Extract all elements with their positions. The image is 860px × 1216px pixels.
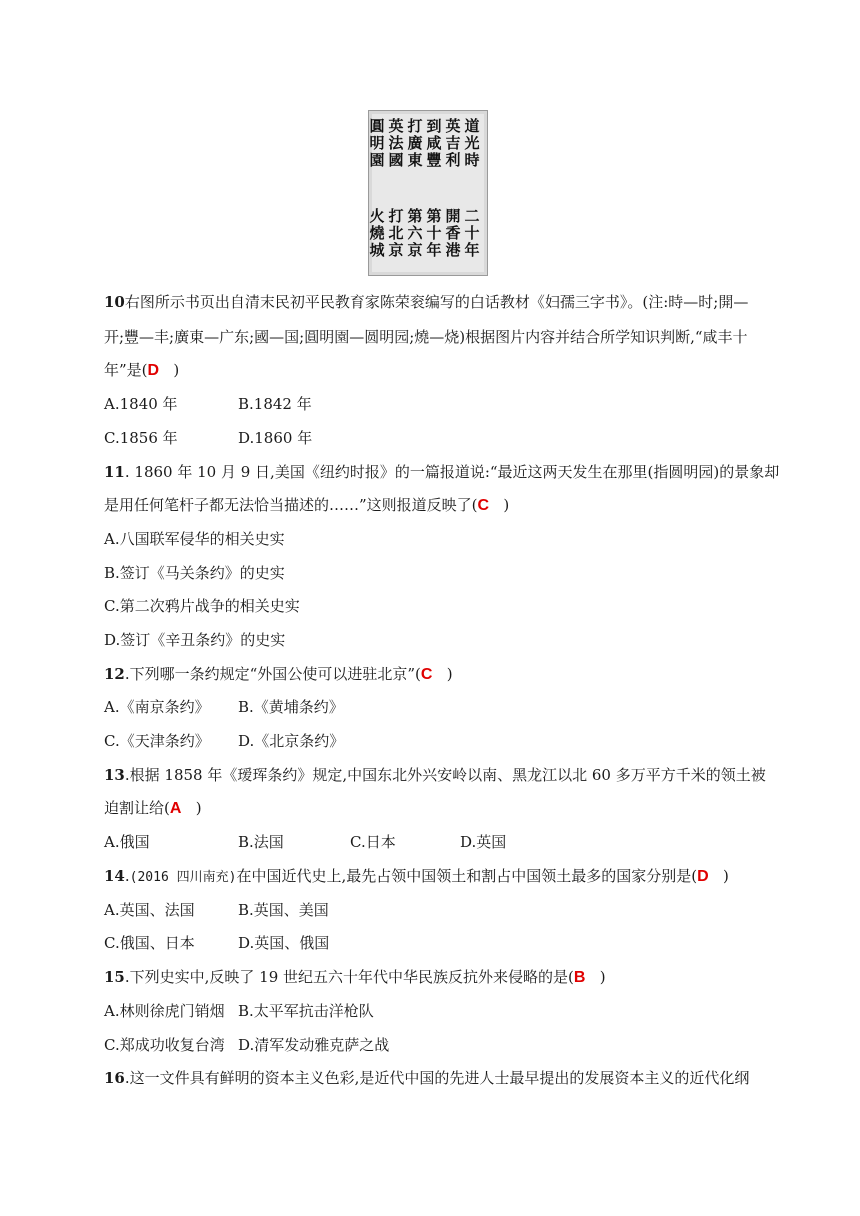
figure-column: 第 六 京 [407, 207, 423, 259]
option-d: D.1860 年 [238, 429, 313, 447]
question-11-line-1: 11. 1860 年 10 月 9 日,美国《纽约时报》的一篇报道说:“最近这两天发生在那里(指圆明园)的景象却 [104, 463, 780, 481]
option-d: D.英国、俄国 [238, 934, 330, 952]
option-a: A.八国联军侵华的相关史实 [104, 530, 285, 548]
figure-column: 到 咸 豐 [426, 117, 442, 169]
option-c: C.第二次鸦片战争的相关史实 [104, 597, 300, 615]
figure-column: 打 廣 東 [407, 117, 423, 169]
answer-mark: D [147, 362, 160, 379]
question-12-line-1: 12.下列哪一条约规定“外国公使可以进驻北京”(C ) [104, 665, 453, 683]
option-d: D.《北京条约》 [238, 732, 345, 750]
figure-column: 開 香 港 [445, 207, 461, 259]
option-b: B.1842 年 [238, 395, 312, 413]
figure-column: 英 吉 利 [445, 117, 461, 169]
question-16-line-1: 16.这一文件具有鲜明的资本主义色彩,是近代中国的先进人士最早提出的发展资本主义的近代化纲 [104, 1069, 750, 1087]
book-page-image [369, 114, 484, 272]
question-10-line-1: 10右图所示书页出自清末民初平民教育家陈荣衮编写的白话教材《妇孺三字书》。(注:時—时;開— [104, 293, 749, 311]
option-b: B.《黄埔条约》 [238, 698, 344, 716]
answer-mark: D [697, 868, 709, 885]
question-11-line-2: 是用任何笔杆子都无法恰当描述的……”这则报道反映了(C ) [104, 496, 510, 514]
answer-mark: B [573, 969, 586, 986]
option-a: A.林则徐虎门销烟 [104, 1002, 225, 1020]
figure-column: 打 北 京 [388, 207, 404, 259]
figure-column: 圓 明 園 [369, 117, 385, 169]
answer-mark: C [477, 497, 490, 514]
option-c: C.郑成功收复台湾 [104, 1036, 225, 1054]
question-15-line-1: 15.下列史实中,反映了 19 世纪五六十年代中华民族反抗外来侵略的是(B ) [104, 968, 606, 986]
question-13-line-1: 13.根据 1858 年《瑷珲条约》规定,中国东北外兴安岭以南、黑龙江以北 60 多万平方千米的领土被 [104, 766, 766, 784]
answer-mark: A [169, 800, 182, 817]
option-a: A.《南京条约》 [104, 698, 210, 716]
question-13-line-2: 迫割让给(A ) [104, 799, 202, 817]
option-a: A.英国、法国 [104, 901, 195, 919]
question-10-line-3: 年”是(D ) [104, 361, 180, 379]
option-c: C.日本 [350, 833, 396, 851]
question-14-line-1: 14.(2016 四川南充)在中国近代史上,最先占领中国领土和割占中国领土最多的国家分别是(D ) [104, 867, 729, 885]
figure-column: 英 法 國 [388, 117, 404, 169]
option-d: D.英国 [460, 833, 507, 851]
option-c: C.《天津条约》 [104, 732, 210, 750]
figure-column: 第 十 年 [426, 207, 442, 259]
option-b: B.法国 [238, 833, 284, 851]
option-d: D.清军发动雅克萨之战 [238, 1036, 390, 1054]
figure-column: 火 燒 城 [369, 207, 385, 259]
option-b: B.英国、美国 [238, 901, 329, 919]
option-c: C.1856 年 [104, 429, 178, 447]
option-a: A.1840 年 [104, 395, 178, 413]
figure-column: 道 光 時 [464, 117, 480, 169]
figure-column: 二 十 年 [464, 207, 480, 259]
option-a: A.俄国 [104, 833, 150, 851]
option-b: B.签订《马关条约》的史实 [104, 564, 285, 582]
book-page-figure [368, 110, 488, 276]
question-source: (2016 四川南充) [129, 870, 237, 885]
answer-mark: C [420, 666, 433, 683]
option-d: D.签订《辛丑条约》的史实 [104, 631, 286, 649]
option-b: B.太平军抗击洋枪队 [238, 1002, 374, 1020]
question-10-line-2: 开;豐—丰;廣東—广东;國—国;圓明園—圆明园;燒—烧)根据图片内容并结合所学知识判断,“咸丰十 [104, 328, 748, 346]
option-c: C.俄国、日本 [104, 934, 195, 952]
